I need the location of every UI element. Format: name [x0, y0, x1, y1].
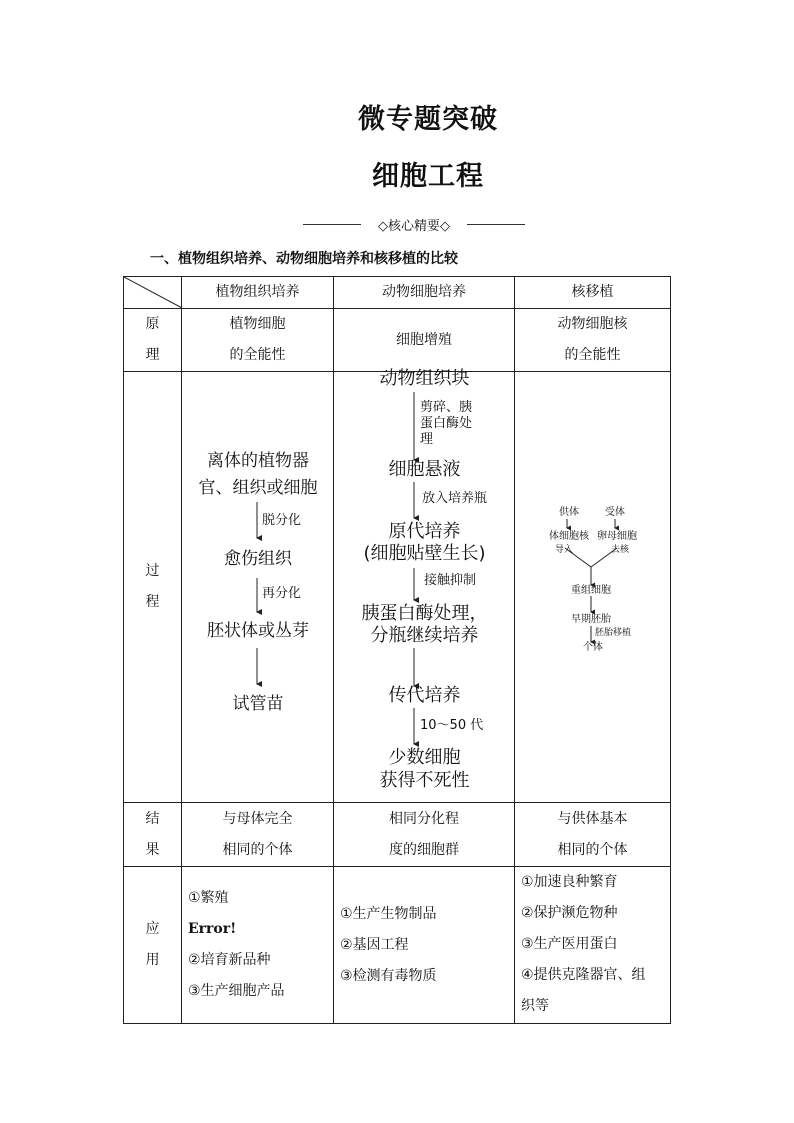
- cell-line: 的全能性: [229, 347, 286, 363]
- row-label-process: [124, 372, 182, 803]
- column-header-nuclear: 核移植: [515, 277, 671, 309]
- animal-step-primary: (细胞贴壁生长): [363, 543, 486, 564]
- process-animal: [334, 368, 515, 803]
- application-row: [124, 867, 671, 1024]
- row-label-char: 应: [145, 921, 160, 937]
- list-item: ②基因工程: [340, 936, 409, 953]
- plant-step-embryoid: 胚状体或丛芽: [207, 621, 309, 641]
- nuclear-donor: 供体: [559, 507, 579, 518]
- plant-arrow-redifferentiation: 再分化: [262, 586, 302, 601]
- application-plant: [182, 867, 334, 1024]
- application-animal: [334, 867, 515, 1024]
- row-label-char: 结: [145, 810, 160, 827]
- nuclear-reconstructed-cell: 重组细胞: [571, 585, 611, 596]
- banner-text: ◇核心精要◇: [378, 219, 450, 234]
- animal-arrow-generations: 10～50 代: [420, 718, 484, 733]
- cell-line: 与供体基本: [557, 810, 628, 827]
- plant-step-explant: 官、组织或细胞: [198, 478, 318, 498]
- animal-flow-diagram: [334, 368, 514, 802]
- row-label-char: 原: [145, 316, 160, 332]
- list-item: ③检测有毒物质: [340, 967, 437, 984]
- column-header-plant: 植物组织培养: [182, 277, 334, 309]
- cell-line: 相同分化程: [389, 810, 459, 827]
- row-label-result: [124, 803, 182, 867]
- row-label-application: [124, 867, 182, 1024]
- list-item: ①加速良种繁育: [521, 874, 618, 890]
- process-row: [124, 372, 671, 803]
- plant-step-callus: 愈伤组织: [224, 549, 292, 569]
- principle-row: [124, 309, 671, 372]
- list-item: ①生产生物制品: [340, 905, 437, 922]
- row-label-char: 理: [145, 347, 160, 363]
- list-item: ③生产医用蛋白: [521, 936, 618, 952]
- nuclear-embryo-transfer: 胚胎移植: [595, 628, 632, 638]
- row-label-char: 用: [145, 952, 160, 968]
- list-item: ③生产细胞产品: [188, 983, 285, 999]
- process-plant: [182, 372, 334, 803]
- animal-arrow-mince: 理: [420, 432, 434, 447]
- animal-arrow-mince: 蛋白酶处: [420, 416, 473, 431]
- nuclear-early-embryo: 早期胚胎: [571, 614, 611, 625]
- nuclear-flow-diagram: [515, 372, 670, 802]
- section-heading: 一、植物组织培养、动物细胞培养和核移植的比较: [150, 251, 458, 267]
- animal-step-immortal: 获得不死性: [379, 770, 470, 791]
- cell-line: 与母体完全: [222, 810, 293, 827]
- cell-line: 植物细胞: [229, 316, 286, 332]
- animal-step-tissue: 动物组织块: [379, 368, 470, 389]
- plant-step-explant: 离体的植物器: [207, 451, 309, 471]
- row-label-char: 过: [145, 563, 160, 579]
- result-row: [124, 803, 671, 867]
- nuclear-somatic-nucleus: 体细胞核: [549, 531, 589, 542]
- plant-step-plantlet: 试管苗: [232, 694, 284, 714]
- application-nuclear: [515, 867, 671, 1024]
- animal-step-primary: 原代培养: [388, 521, 461, 542]
- plant-flow-diagram: [182, 372, 333, 802]
- result-plant: [182, 803, 334, 867]
- nuclear-individual: 个体: [583, 642, 603, 653]
- list-item: ②培育新品种: [188, 952, 271, 968]
- animal-step-trypsin: 分瓶继续培养: [370, 625, 479, 646]
- plant-flow-arrows: [182, 372, 334, 802]
- animal-arrow-contact: 接触抑制: [424, 573, 477, 588]
- animal-step-passage: 传代培养: [388, 685, 461, 706]
- cell-line: 相同的个体: [222, 841, 293, 858]
- list-item: ①繁殖: [188, 890, 229, 906]
- principle-plant: [182, 309, 334, 372]
- cell-line: 度的细胞群: [389, 841, 459, 858]
- animal-step-trypsin: 胰蛋白酶处理，: [361, 603, 488, 624]
- nuclear-recipient: 受体: [605, 507, 625, 518]
- cell-line: 的全能性: [564, 347, 621, 363]
- corner-cell: [124, 277, 182, 309]
- plant-arrow-dedifferentiation: 脱分化: [262, 513, 302, 528]
- diagonal-line: [124, 277, 182, 308]
- row-label-char: 果: [145, 841, 160, 858]
- comparison-table: [123, 276, 671, 1024]
- animal-step-suspension: 细胞悬液: [388, 459, 461, 480]
- nuclear-oocyte: 卵母细胞: [597, 531, 637, 542]
- cell-line: 相同的个体: [557, 841, 628, 858]
- page-subtitle: 细胞工程: [372, 161, 484, 192]
- result-nuclear: [515, 803, 671, 867]
- row-label-principle: [124, 309, 182, 372]
- animal-step-immortal: 少数细胞: [388, 747, 461, 768]
- banner-rule-left: [303, 224, 361, 225]
- process-nuclear: [515, 372, 671, 803]
- nuclear-enucleate: 去核: [611, 545, 630, 555]
- banner-rule-right: [467, 224, 525, 225]
- core-essentials-banner: [303, 214, 523, 234]
- principle-nuclear: [515, 309, 671, 372]
- result-animal: [334, 803, 515, 867]
- nuclear-import: 导入: [555, 545, 574, 555]
- list-item: 织等: [521, 998, 549, 1014]
- list-item: ②保护濒危物种: [521, 905, 618, 921]
- row-label-char: 程: [145, 594, 160, 610]
- column-header-animal: 动物细胞培养: [334, 277, 515, 309]
- cell-line: 动物细胞核: [557, 316, 628, 332]
- animal-arrow-flask: 放入培养瓶: [422, 491, 488, 506]
- principle-animal: 细胞增殖: [334, 309, 515, 372]
- page-title: 微专题突破: [358, 104, 498, 135]
- animal-arrow-mince: 剪碎、胰: [420, 400, 473, 415]
- table-header-row: [124, 277, 671, 309]
- list-item: Error!: [188, 921, 237, 937]
- list-item: ④提供克隆器官、组: [521, 967, 646, 983]
